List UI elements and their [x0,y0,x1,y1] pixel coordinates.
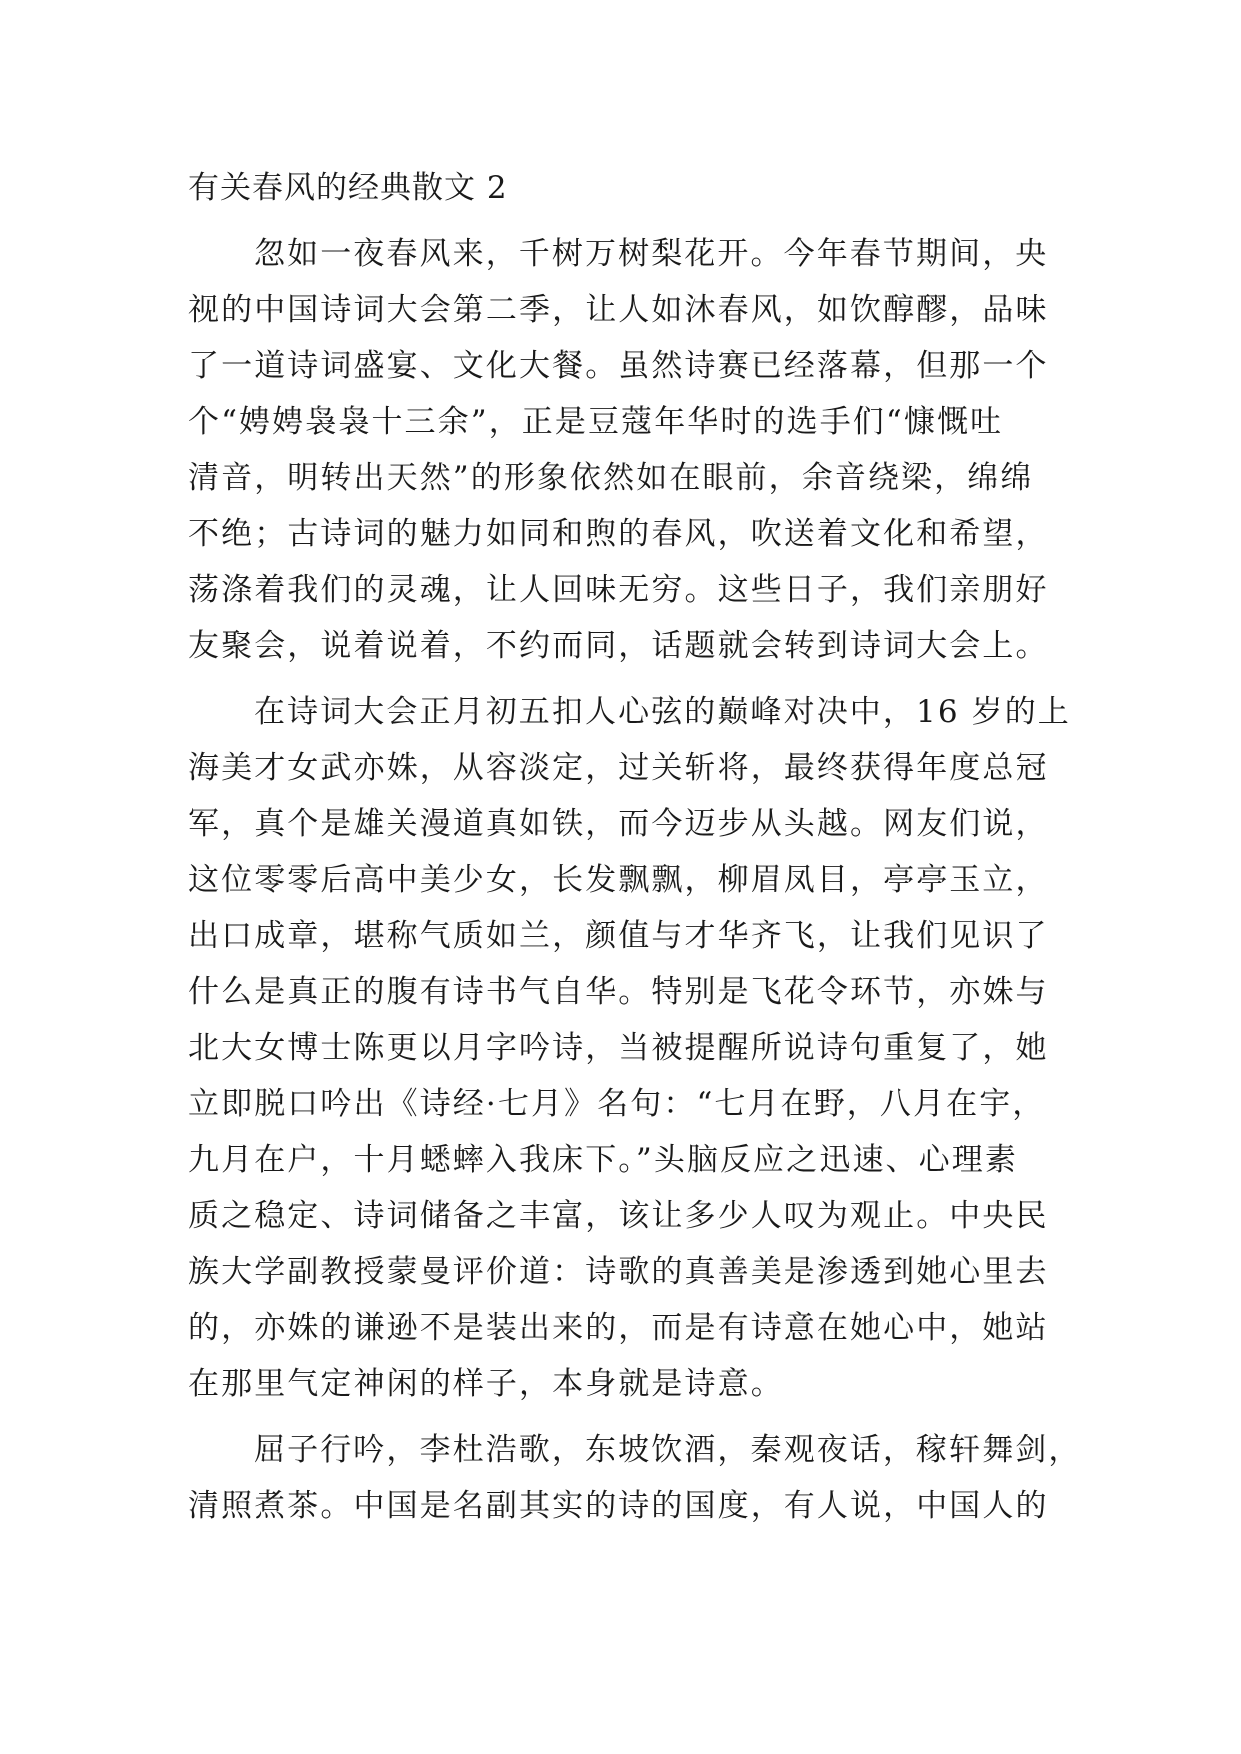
paragraph-line: 清音，明转出天然”的形象依然如在眼前，余音绕梁，绵绵 [188,460,1034,496]
paragraph-line: 出口成章，堪称气质如兰，颜值与才华齐飞，让我们见识了 [188,918,1049,954]
paragraph-line: 荡涤着我们的灵魂，让人回味无穷。这些日子，我们亲朋好 [188,572,1049,608]
paragraph-line: 清照煮茶。中国是名副其实的诗的国度，有人说，中国人的 [188,1488,1049,1524]
paragraph-1 [188,226,1062,674]
paragraph-line: 在那里气定神闲的样子，本身就是诗意。 [188,1366,784,1402]
document-body [188,160,1082,1544]
paragraph-line: 族大学副教授蒙曼评价道：诗歌的真善美是渗透到她心里去 [188,1254,1049,1290]
paragraph-line: 了一道诗词盛宴、文化大餐。虽然诗赛已经落幕，但那一个 [188,348,1049,384]
paragraph-2 [188,684,1071,1412]
paragraph-line: 海美才女武亦姝，从容淡定，过关斩将，最终获得年度总冠 [188,750,1049,786]
paragraph-line: 这位零零后高中美少女，长发飘飘，柳眉凤目，亭亭玉立， [188,862,1049,898]
paragraph-line: 忽如一夜春风来，千树万树梨花开。今年春节期间，央 [254,236,1049,272]
paragraph-line: 不绝；古诗词的魅力如同和煦的春风，吹送着文化和希望， [188,516,1049,552]
paragraph-line: 九月在户，十月蟋蟀入我床下。”头脑反应之迅速、心理素 [188,1142,1018,1178]
paragraph-line: 什么是真正的腹有诗书气自华。特别是飞花令环节，亦姝与 [188,974,1049,1010]
paragraph-line: 个“娉娉袅袅十三余”，正是豆蔻年华时的选手们“慷慨吐 [188,404,1004,440]
paragraph-3 [188,1422,1082,1534]
paragraph-line: 北大女博士陈更以月字吟诗，当被提醒所说诗句重复了，她 [188,1030,1049,1066]
paragraph-line: 军，真个是雄关漫道真如铁，而今迈步从头越。网友们说， [188,806,1049,842]
paragraph-line: 的，亦姝的谦逊不是装出来的，而是有诗意在她心中，她站 [188,1310,1049,1346]
paragraph-line: 视的中国诗词大会第二季，让人如沐春风，如饮醇醪，品味 [188,292,1049,328]
paragraph-line: 在诗词大会正月初五扣人心弦的巅峰对决中，16 岁的上 [254,694,1071,730]
document-title: 有关春风的经典散文 2 [188,170,508,206]
paragraph-line: 立即脱口吟出《诗经·七月》名句：“七月在野，八月在宇， [188,1086,1046,1122]
paragraph-line: 质之稳定、诗词储备之丰富，该让多少人叹为观止。中央民 [188,1198,1049,1234]
paragraph-line: 友聚会，说着说着，不约而同，话题就会转到诗词大会上。 [188,628,1049,664]
paragraph-line: 屈子行吟，李杜浩歌，东坡饮酒，秦观夜话，稼轩舞剑， [254,1432,1082,1468]
